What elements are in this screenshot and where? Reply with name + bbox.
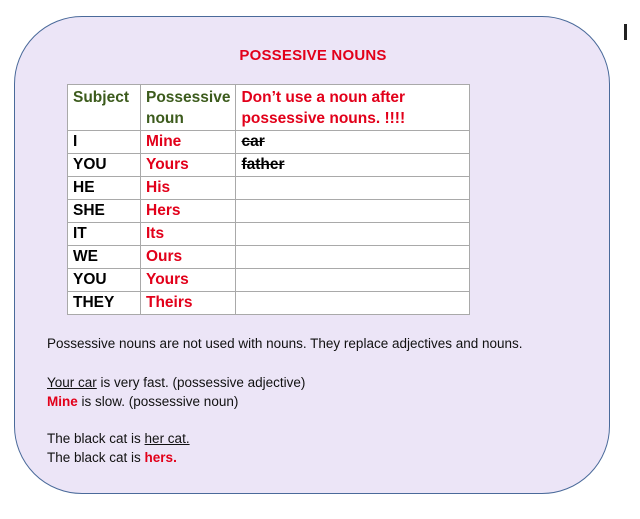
example-rest: is very fast. (possessive adjective) bbox=[96, 375, 306, 390]
possessive-nouns-table bbox=[67, 84, 470, 315]
cell-subject: I bbox=[68, 131, 141, 154]
cell-note-struck: car bbox=[236, 131, 470, 154]
example-underlined-phrase: Your car bbox=[47, 375, 97, 390]
cell-note bbox=[236, 269, 470, 292]
cell-note-struck: father bbox=[236, 154, 470, 177]
header-note: Don’t use a noun after possessive nouns. !!!! bbox=[236, 85, 470, 131]
cell-note bbox=[236, 292, 470, 315]
cell-possessive: Yours bbox=[141, 269, 236, 292]
cell-possessive: Its bbox=[141, 223, 236, 246]
header-subject: Subject bbox=[68, 85, 141, 131]
cell-subject: YOU bbox=[68, 269, 141, 292]
cell-possessive: Hers bbox=[141, 200, 236, 223]
example-underlined-phrase: her cat. bbox=[144, 431, 190, 446]
cell-note bbox=[236, 246, 470, 269]
cell-possessive: Theirs bbox=[141, 292, 236, 315]
example-noun-line bbox=[47, 392, 238, 411]
lesson-title: POSSESIVE NOUNS bbox=[239, 47, 387, 64]
table-row bbox=[68, 223, 470, 246]
table-row bbox=[68, 246, 470, 269]
table-row bbox=[68, 131, 470, 154]
cell-possessive: Mine bbox=[141, 131, 236, 154]
explanation-text: Possessive nouns are not used with nouns. They replace adjectives and nouns. bbox=[47, 336, 523, 351]
edge-mark bbox=[624, 24, 627, 40]
example-start: The black cat is bbox=[47, 450, 145, 465]
cell-possessive: Ours bbox=[141, 246, 236, 269]
table-row bbox=[68, 269, 470, 292]
lesson-card bbox=[14, 16, 610, 494]
example-start: The black cat is bbox=[47, 431, 145, 446]
cell-subject: IT bbox=[68, 223, 141, 246]
cell-subject: WE bbox=[68, 246, 141, 269]
table-header-row bbox=[68, 85, 470, 131]
example-bold-word: hers. bbox=[144, 450, 177, 465]
example-rest: is slow. (possessive noun) bbox=[77, 394, 239, 409]
cell-subject: HE bbox=[68, 177, 141, 200]
cell-possessive: Yours bbox=[141, 154, 236, 177]
table-row bbox=[68, 200, 470, 223]
example-her-cat-line bbox=[47, 429, 190, 448]
example-bold-word: Mine bbox=[47, 394, 78, 409]
cell-possessive: His bbox=[141, 177, 236, 200]
cell-note bbox=[236, 177, 470, 200]
table-row bbox=[68, 154, 470, 177]
cell-subject: THEY bbox=[68, 292, 141, 315]
cell-subject: YOU bbox=[68, 154, 141, 177]
example-hers-line bbox=[47, 448, 177, 467]
header-possessive-noun: Possessive noun bbox=[141, 85, 236, 131]
cell-note bbox=[236, 200, 470, 223]
table-row bbox=[68, 292, 470, 315]
table-row bbox=[68, 177, 470, 200]
cell-subject: SHE bbox=[68, 200, 141, 223]
cell-note bbox=[236, 223, 470, 246]
example-adjective-line bbox=[47, 373, 305, 392]
